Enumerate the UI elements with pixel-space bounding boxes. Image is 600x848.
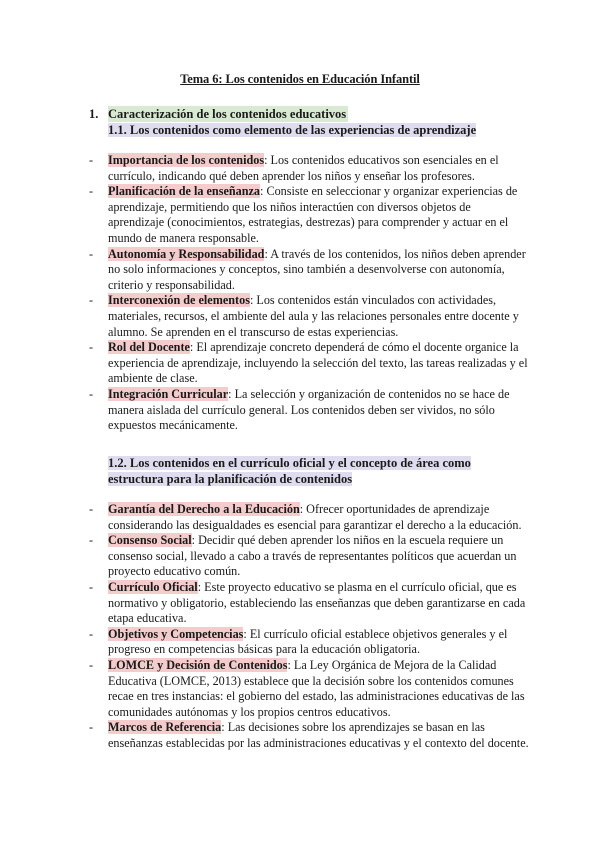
section-title: Caracterización de los contenidos educativos: [108, 107, 347, 121]
bullet-dash: -: [89, 533, 94, 548]
item-term: Interconexión de elementos: [108, 293, 250, 308]
subsection-1-1-heading: 1.1. Los contenidos como elemento de las experiencias de aprendizaje: [108, 123, 477, 137]
list-item: [89, 502, 529, 533]
bullet-dash: -: [89, 502, 94, 516]
item-text: : La selección y organización de contenidos no se hace de manera aislada del currículo general. Los contenidos deben ser vividos, no sólo expuestos mecánicamente.: [108, 386, 510, 433]
list-item: [89, 293, 529, 340]
item-text: : Los contenidos están vinculados con actividades, materiales, recursos, el ambiente del aula y las relaciones personales entre docente y alumno. Se aprenden en el transcurso de estas experiencias.: [108, 293, 519, 339]
bullet-dash: -: [89, 657, 94, 672]
item-text: : El aprendizaje concreto dependerá de cómo el docente organice la experiencia de aprendizaje, incluyendo la selección del texto, las tareas realizadas y el ambiente de clase.: [108, 340, 528, 386]
list-item: [89, 658, 529, 720]
bullet-dash: -: [89, 153, 94, 167]
item-term: Integración Curricular: [108, 386, 229, 401]
item-text: : Los contenidos educativos son esenciales en el currículo, indicando qué deben aprender los niños y enseñar los profesores.: [108, 153, 499, 183]
item-term: Garantía del Derecho a la Educación: [108, 502, 300, 516]
item-term: LOMCE y Decisión de Contenidos: [108, 657, 288, 672]
item-term: Currículo Oficial: [108, 579, 198, 594]
item-term: Marcos de Referencia: [108, 720, 222, 735]
item-text: : Decidir qué deben aprender los niños en la escuela requiere un consenso social, llevado a cabo a través de representantes políticos que acuerdan un proyecto educativo común.: [108, 533, 517, 579]
subsection-1-2-list: [89, 502, 529, 752]
bullet-dash: -: [89, 720, 94, 735]
list-item: [89, 247, 529, 294]
item-text: : A través de los contenidos, los niños deben aprender no solo informaciones y conceptos, sino también a desenvolverse con autonomía, criterio y responsabilidad.: [108, 246, 526, 292]
subsection-1-1-list: [89, 153, 529, 434]
item-term: Rol del Docente: [108, 340, 190, 355]
item-text: : Las decisiones sobre los aprendizajes se basan en las enseñanzas establecidas por las administraciones educativas y el contexto del docente.: [108, 720, 529, 750]
item-text: : Ofrecer oportunidades de aprendizaje considerando las desigualdades es esencial para garantizar el derecho a la educación.: [108, 502, 522, 532]
list-item: [89, 184, 529, 246]
item-term: Consenso Social: [108, 533, 192, 548]
item-text: : La Ley Orgánica de Mejora de la Calidad Educativa (LOMCE, 2013) establece que la decisión sobre los contenidos comunes recae en tres instancias: el gobierno del estado, las administraciones educativas de las comunidades autónomas y los propios centros educativos.: [108, 657, 525, 719]
list-item: [89, 533, 529, 580]
item-term: Autonomía y Responsabilidad: [108, 246, 265, 261]
item-text: : Consiste en seleccionar y organizar experiencias de aprendizaje, permitiendo que los niños interactúen con diversos objetos de aprendizaje (conocimientos, estrategias, destrezas) para comprender y actuar en el mundo de manera responsable.: [108, 184, 518, 245]
item-term: Planificación de la enseñanza: [108, 184, 261, 199]
item-term: Objetivos y Competencias: [108, 626, 244, 641]
document-title: Tema 6: Los contenidos en Educación Infantil: [180, 72, 420, 86]
section-number: 1.: [89, 107, 99, 121]
bullet-dash: -: [89, 626, 94, 641]
list-item: [89, 340, 529, 387]
bullet-dash: -: [89, 184, 94, 199]
list-item: [89, 153, 529, 184]
bullet-dash: -: [89, 579, 94, 594]
bullet-dash: -: [89, 246, 94, 261]
item-text: : Este proyecto educativo se plasma en el currículo oficial, que es normativo y obligatorio, estableciendo las enseñanzas que deben garantizarse en cada etapa educativa.: [108, 579, 526, 626]
bullet-dash: -: [89, 340, 94, 355]
list-item: [89, 720, 529, 751]
item-text: : El currículo oficial establece objetivos generales y el progreso en competencias básicas para la educación obligatoria.: [108, 626, 508, 657]
list-item: [89, 387, 529, 434]
bullet-dash: -: [89, 293, 94, 308]
bullet-dash: -: [89, 386, 94, 401]
item-term: Importancia de los contenidos: [108, 153, 265, 167]
subsection-1-2-heading: 1.2. Los contenidos en el currículo oficial y el concepto de área como estructura para la planificación de contenidos: [108, 456, 471, 486]
list-item: [89, 580, 529, 627]
list-item: [89, 627, 529, 658]
